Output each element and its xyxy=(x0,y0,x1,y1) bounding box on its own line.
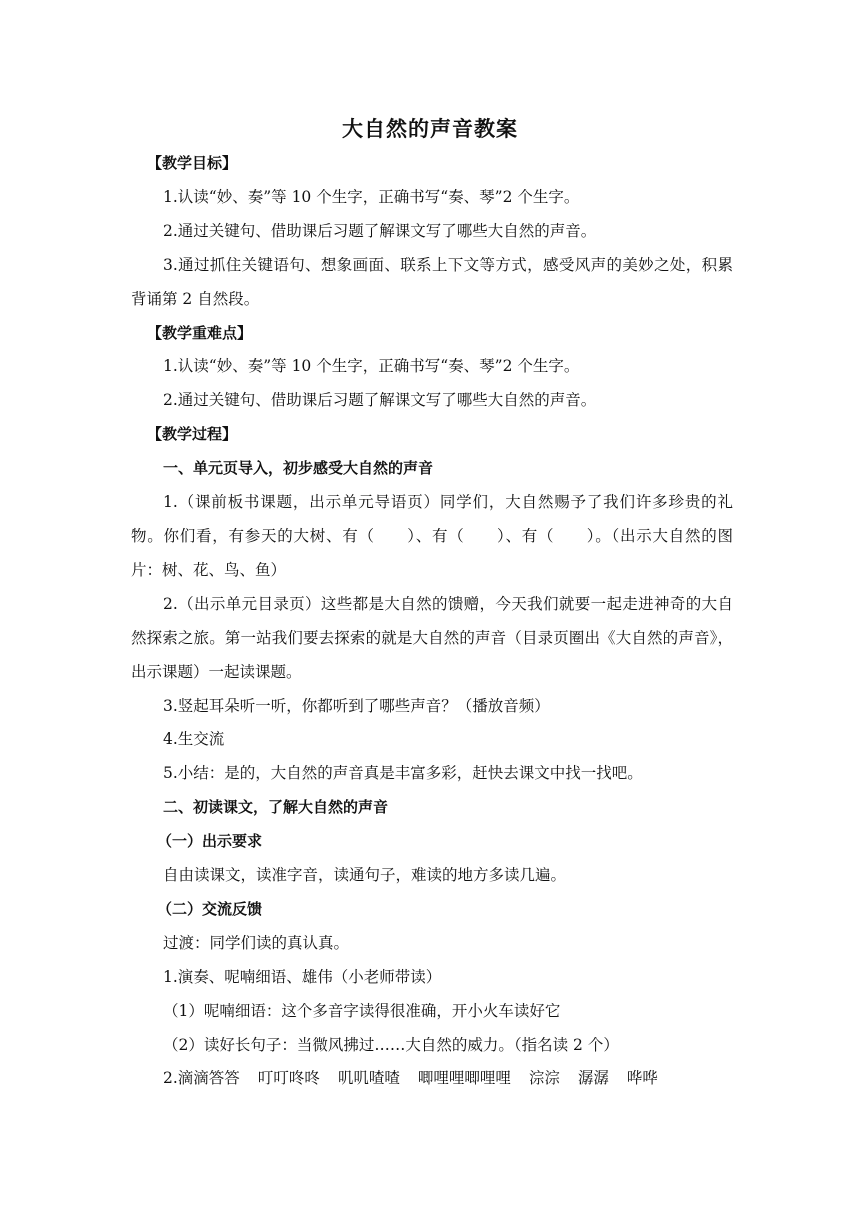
sound-word: 叮叮咚咚 xyxy=(257,1069,320,1088)
part1-item: 1.（课前板书课题，出示单元导语页）同学们，大自然赐予了我们许多珍贵的礼物。你们看，有参天的大树、有（ ）、有（ ）、有（ ）。（出示大自然的图片：树、花、鸟、鱼） xyxy=(131,493,733,579)
goal-item: 3.通过抓住关键语句、想象画面、联系上下文等方式，感受风声的美妙之处，积累背诵第 2 自然段。 xyxy=(131,255,733,308)
sub2-heading: （二）交流反馈 xyxy=(157,899,263,918)
part2-heading: 二、初读课文，了解大自然的声音 xyxy=(163,798,389,817)
document-title: 大自然的声音教案 xyxy=(342,117,518,141)
sound-word: 潺潺 xyxy=(577,1069,609,1088)
sub1-heading: （一）出示要求 xyxy=(157,832,263,851)
part1-item: 4.生交流 xyxy=(163,730,225,749)
feedback-subitem: （1）呢喃细语：这个多音字读得很准确，开小火车读好它 xyxy=(163,1001,561,1020)
key-point-item: 2.通过关键句、借助课后习题了解课文写了哪些大自然的声音。 xyxy=(163,391,597,410)
part1-item: 3.竖起耳朵听一听，你都听到了哪些声音？（播放音频） xyxy=(163,696,550,715)
feedback-item: 1.演奏、呢喃细语、雄伟（小老师带读） xyxy=(163,967,442,986)
feedback-subitem: （2）读好长句子：当微风拂过……大自然的威力。（指名读 2 个） xyxy=(163,1035,619,1054)
section-heading-process: 【教学过程】 xyxy=(147,425,238,444)
sound-word: 唧哩哩唧哩哩 xyxy=(417,1069,511,1088)
part1-item: 2.（出示单元目录页）这些都是大自然的馈赠，今天我们就要一起走进神奇的大自然探索之旅。第一站我们要去探索的就是大自然的声音（目录页圈出《大自然的声音》，出示课题）一起读课题。 xyxy=(131,594,733,681)
sound-word: 滴滴答答 xyxy=(177,1069,240,1088)
transition-text: 过渡：同学们读的真认真。 xyxy=(163,933,350,952)
goal-item: 1.认读“妙、奏”等 10 个生字，正确书写“奏、琴”2 个生字。 xyxy=(163,187,580,206)
sound-words-line xyxy=(131,1062,733,1096)
sound-word: 叽叽喳喳 xyxy=(337,1069,400,1088)
sub1-text: 自由读课文，读准字音，读通句子，难读的地方多读几遍。 xyxy=(163,866,567,885)
part1-item: 5.小结：是的，大自然的声音真是丰富多彩，赶快去课文中找一找吧。 xyxy=(163,764,643,783)
part1-heading: 一、单元页导入，初步感受大自然的声音 xyxy=(163,459,434,478)
document-body xyxy=(131,147,733,1096)
goal-item: 2.通过关键句、借助课后习题了解课文写了哪些大自然的声音。 xyxy=(163,221,597,240)
sound-words-prefix: 2. xyxy=(163,1069,178,1088)
key-point-item: 1.认读“妙、奏”等 10 个生字，正确书写“奏、琴”2 个生字。 xyxy=(163,357,580,376)
section-heading-goals: 【教学目标】 xyxy=(147,154,238,172)
sound-word: 淙淙 xyxy=(528,1069,560,1088)
sound-word: 哗哗 xyxy=(626,1069,658,1088)
section-heading-key-points: 【教学重难点】 xyxy=(147,323,253,342)
